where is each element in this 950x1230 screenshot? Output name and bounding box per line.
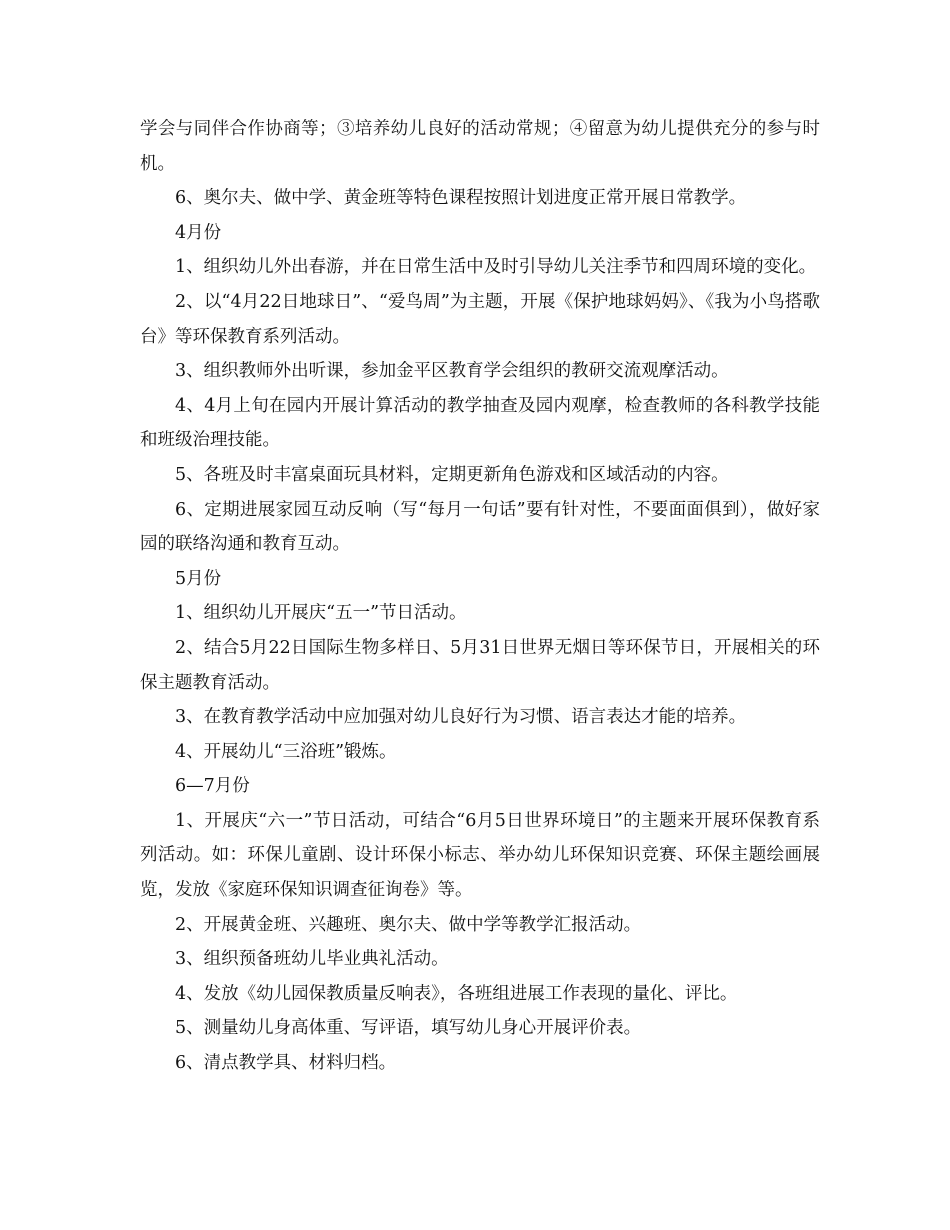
paragraph-item: 4、开展幼儿“三浴班”锻炼。 <box>175 741 397 762</box>
paragraph-item: 3、在教育教学活动中应加强对幼儿良好行为习惯、语言表达才能的培养。 <box>175 707 747 728</box>
paragraph-item: 3、组织预备班幼儿毕业典礼活动。 <box>175 949 449 970</box>
paragraph-item: 3、组织教师外出听课，参加金平区教育学会组织的教研交流观摩活动。 <box>175 361 729 382</box>
paragraph-item: 6、清点教学具、材料归档。 <box>175 1053 397 1074</box>
paragraph-item: 1、组织幼儿开展庆“五一”节日活动。 <box>175 603 467 624</box>
paragraph-item: 6、奥尔夫、做中学、黄金班等特色课程按照计划进度正常开展日常教学。 <box>175 188 747 209</box>
paragraph-item: 5、各班及时丰富桌面玩具材料，定期更新角色游戏和区域活动的内容。 <box>175 464 729 485</box>
paragraph-item: 1、组织幼儿外出春游，并在日常生活中及时引导幼儿关注季节和四周环境的变化。 <box>175 257 817 278</box>
paragraph-item: 2、以“4月22日地球日”、“爱鸟周”为主题，开展《保护地球妈妈》、《我为小鸟搭歌台》等环保教育系列活动。 <box>140 291 820 347</box>
section-heading-may: 5月份 <box>175 568 222 589</box>
paragraph-item: 4、发放《幼儿园保教质量反响表》，各班组进展工作表现的量化、评比。 <box>175 983 738 1004</box>
paragraph-item: 2、开展黄金班、兴趣班、奥尔夫、做中学等教学汇报活动。 <box>175 914 642 935</box>
paragraph-item: 6、定期进展家园互动反响（写“每月一句话”要有针对性，不要面面俱到），做好家园的联络沟通和教育互动。 <box>140 499 820 555</box>
paragraph-continuation: 学会与同伴合作协商等；③培养幼儿良好的活动常规；④留意为幼儿提供充分的参与时机。 <box>140 119 820 174</box>
section-heading-april: 4月份 <box>175 222 222 243</box>
paragraph-item: 4、4月上旬在园内开展计算活动的教学抽查及园内观摩，检查教师的各科教学技能和班级治理技能。 <box>140 395 820 451</box>
section-heading-june-july: 6—7月份 <box>175 776 250 797</box>
paragraph-item: 5、测量幼儿身高体重、写评语，填写幼儿身心开展评价表。 <box>175 1018 642 1039</box>
paragraph-item: 1、开展庆“六一”节日活动，可结合“6月5日世界环境日”的主题来开展环保教育系列活动。如：环保儿童剧、设计环保小标志、举办幼儿环保知识竞赛、环保主题绘画展览，发放《家庭环保知识调查征询卷》等。 <box>140 810 820 901</box>
document-body <box>140 112 820 1081</box>
paragraph-item: 2、结合5月22日国际生物多样日、5月31日世界无烟日等环保节日，开展相关的环保主题教育活动。 <box>140 637 820 693</box>
